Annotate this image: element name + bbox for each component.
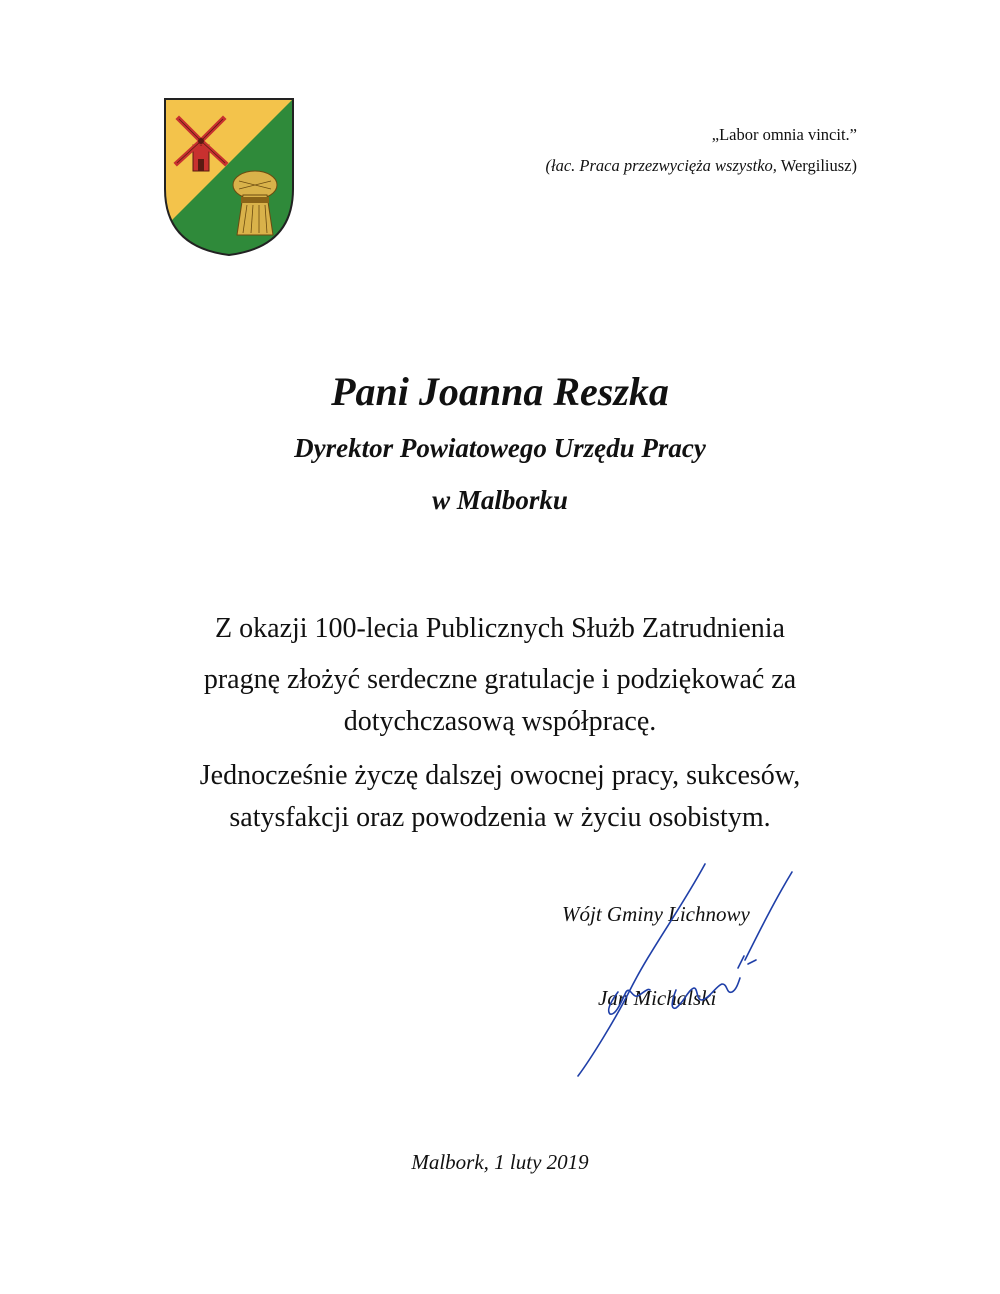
letter-body [0, 608, 1000, 839]
motto-quote: „Labor omnia vincit.” [711, 125, 857, 144]
addressee-block [0, 362, 1000, 526]
handwritten-signature [560, 860, 800, 1080]
signature-stroke-3 [609, 989, 650, 1014]
signatory-title: Wójt Gminy Lichnowy [562, 902, 750, 926]
motto [545, 119, 857, 181]
motto-translation [545, 150, 857, 181]
addressee-role-line-1: Dyrektor Powiatowego Urzędu Pracy [294, 433, 706, 463]
body-line-5: satysfakcji oraz powodzenia w życiu osobistym. [229, 802, 771, 833]
signatory-name: Jan Michalski [598, 986, 717, 1010]
signature-block [560, 900, 800, 1100]
addressee-name: Pani Joanna Reszka [331, 369, 669, 414]
addressee-role-line-2: w Malborku [432, 485, 568, 515]
body-line-1: Z okazji 100-lecia Publicznych Służb Zatrudnienia [215, 613, 785, 644]
signature-stroke-4 [672, 978, 740, 1008]
signature-stroke-2 [745, 872, 792, 960]
motto-author: Wergiliusz) [776, 156, 857, 175]
body-line-3: dotychczasową współpracę. [343, 706, 657, 737]
motto-translation-text: (łac. Praca przezwycięża wszystko, [545, 156, 777, 175]
body-line-2: pragnę złożyć serdeczne gratulacje i podziękować za [203, 664, 797, 695]
body-line-4: Jednocześnie życzę dalszej owocnej pracy, sukcesów, [199, 760, 801, 791]
coat-of-arms-image [163, 97, 295, 257]
signature-stroke-1 [578, 864, 705, 1076]
signature-stroke-5 [738, 956, 756, 968]
place-and-date: Malbork, 1 luty 2019 [411, 1150, 589, 1174]
